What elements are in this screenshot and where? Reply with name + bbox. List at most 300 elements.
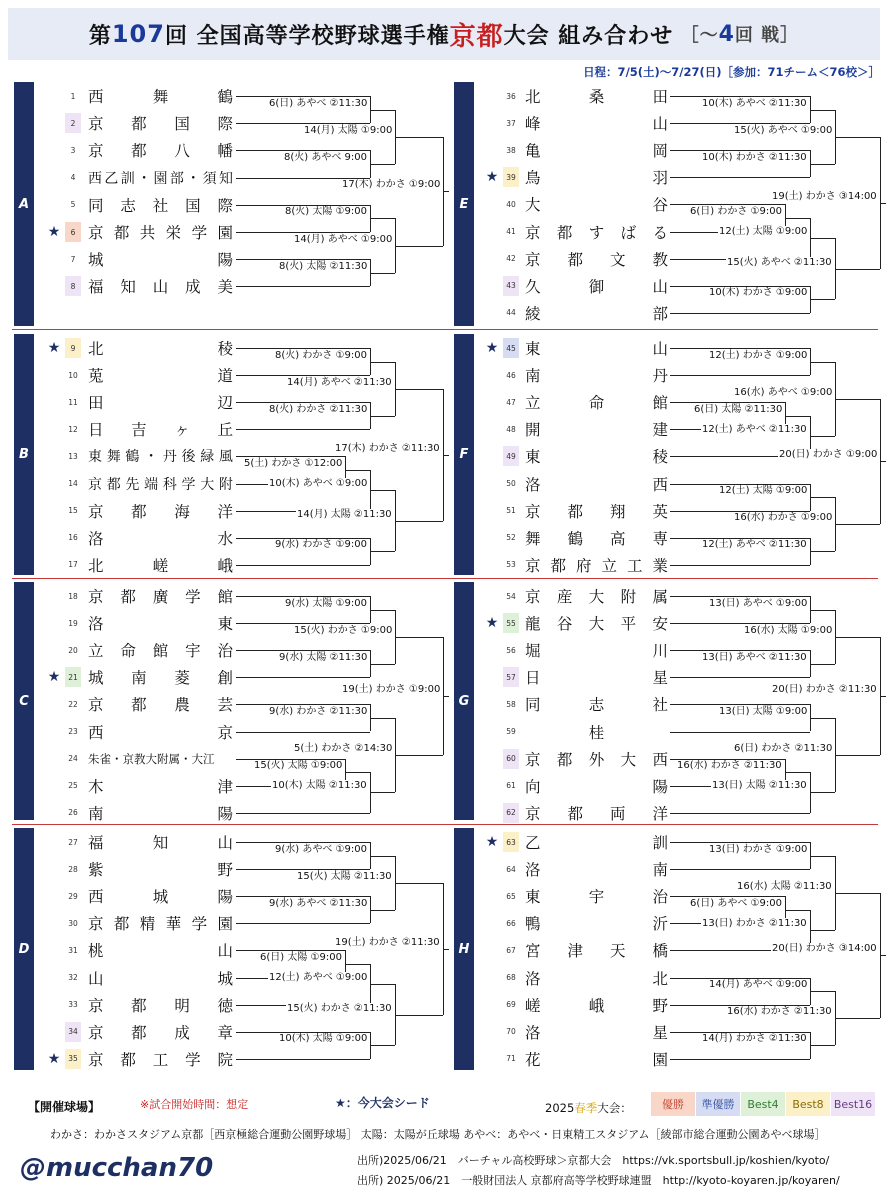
- team-name: [525, 585, 668, 607]
- team-number: 15: [68, 506, 78, 516]
- team-name-char: 学: [185, 1050, 201, 1069]
- team-name-char: 西: [88, 170, 102, 187]
- title-kyoto: 京都: [449, 21, 504, 52]
- team-name-char: 洛: [88, 529, 104, 548]
- bracket-line: [370, 910, 395, 911]
- bracket-line: [810, 610, 835, 611]
- bracket-line: [835, 524, 880, 525]
- team-number: 24: [68, 754, 78, 764]
- team-name-char: 都: [567, 250, 583, 269]
- team-name-char: 城: [88, 669, 104, 688]
- team-name-char: 峨: [588, 996, 605, 1015]
- match-label: 16(水) 太陽 ②11:30: [737, 880, 832, 892]
- team-name-char: 亀: [525, 142, 541, 161]
- match-label: 19(土) わかさ ②11:30: [335, 936, 440, 948]
- team-name-char: 知: [219, 170, 233, 187]
- team-number: 13: [68, 451, 78, 461]
- team-stub-line: [670, 978, 678, 979]
- bracket-line: [395, 389, 443, 390]
- team-name-char: 城: [217, 969, 233, 988]
- team-stub-line: [236, 538, 244, 539]
- team-stub-line: [670, 704, 678, 705]
- seed-note: ★：今大会シード: [335, 1096, 430, 1110]
- team-name: [88, 527, 233, 549]
- team-name-char: 桃: [88, 942, 104, 961]
- team-name-char: 京: [88, 588, 104, 606]
- team-stub-line: [236, 150, 244, 151]
- team-name-char: 大: [588, 588, 605, 606]
- team-stub-line: [236, 759, 244, 760]
- match-label: 15(火) 太陽 ①9:00: [254, 760, 343, 772]
- title-mid: 回 全国高等学校野球選手権: [164, 23, 450, 49]
- bracket-line: [395, 521, 443, 522]
- team-name-char: 学: [181, 476, 196, 493]
- team-name: [525, 166, 668, 188]
- team-name-char: 舞: [152, 88, 169, 106]
- team-name-char: 英: [652, 502, 668, 521]
- title-round: [673, 21, 799, 47]
- team-stub-line: [670, 623, 678, 624]
- team-name-char: 国: [174, 115, 190, 134]
- team-name-char: 社: [152, 196, 169, 215]
- team-name-char: 綾: [525, 304, 541, 323]
- team-name-char: 京: [525, 250, 541, 269]
- team-name-char: 稜: [652, 448, 668, 467]
- team-name-char: 園: [153, 170, 168, 187]
- team-name: [88, 473, 233, 495]
- match-label: 14(月) あやべ ①9:00: [294, 233, 393, 245]
- bracket-line: [678, 313, 810, 314]
- team-name-char: 知: [120, 278, 136, 297]
- team-name: [88, 85, 233, 107]
- team-name: [525, 139, 668, 161]
- match-label: 10(木) あやべ ②11:30: [702, 97, 807, 109]
- team-name-char: 龍: [525, 615, 541, 634]
- team-name-char: 部: [652, 304, 668, 323]
- team-stub-line: [236, 704, 244, 705]
- team-stub-line: [670, 375, 678, 376]
- match-label: 12(土) 太陽 ①9:00: [719, 485, 808, 497]
- team-name: [88, 885, 233, 907]
- team-name: [88, 167, 233, 189]
- team-name-char: 館: [217, 588, 233, 606]
- time-note: ※試合開始時間：想定: [140, 1098, 249, 1111]
- team-name-char: 野: [217, 861, 233, 880]
- match-label: 14(月) あやべ ①9:00: [709, 979, 808, 991]
- team-name-char: 福: [88, 834, 104, 852]
- team-stub-line: [236, 402, 244, 403]
- team-stub-line: [236, 429, 244, 430]
- seed-star-icon: ★: [485, 169, 499, 186]
- team-name-char: 都: [567, 502, 583, 521]
- legend-best16: Best16: [831, 1092, 875, 1116]
- team-stub-line: [670, 1059, 678, 1060]
- team-name-char: 鴨: [525, 915, 541, 934]
- schedule-text: 日程：7/5(土)～7/27(日)［参加：71チーム＜76校＞］: [583, 65, 880, 79]
- match-label: 16(水) わかさ ②11:30: [727, 1006, 832, 1018]
- team-number: 1: [70, 91, 76, 101]
- team-stub-line: [236, 923, 244, 924]
- team-name-char: 辺: [217, 394, 233, 413]
- team-name-char: 八: [174, 142, 190, 161]
- venues-heading: 【開催球場】: [28, 1100, 101, 1114]
- bracket-line: [810, 930, 835, 931]
- bracket-line: [370, 416, 395, 417]
- spring-season: 春季: [574, 1101, 598, 1115]
- bracket-line: [678, 813, 810, 814]
- team-name: [88, 221, 233, 243]
- team-name-char: 菱: [174, 669, 190, 688]
- team-stub-line: [236, 205, 244, 206]
- spring-suffix: 大会：: [597, 1101, 632, 1115]
- team-name: [525, 364, 668, 386]
- team-number: 30: [68, 918, 78, 928]
- team-number: 25: [68, 781, 78, 791]
- team-number: 46: [506, 370, 516, 380]
- block-letter-c: C: [14, 582, 34, 820]
- team-number: 14: [68, 479, 78, 488]
- match-label: 8(火) 太陽 ②11:30: [279, 260, 368, 272]
- team-name-char: 稜: [217, 340, 233, 358]
- team-name-char: 北: [88, 556, 104, 575]
- team-name-char: 京: [88, 1050, 104, 1069]
- team-number: 37: [506, 118, 516, 128]
- team-name-char: 桑: [588, 88, 605, 106]
- team-name-char: 北: [525, 88, 541, 106]
- team-name-char: 翔: [609, 502, 626, 521]
- team-name-char: 京: [88, 224, 104, 242]
- bracket-line: [810, 164, 835, 165]
- team-name-char: 同: [525, 696, 541, 715]
- team-name-char: 京: [88, 502, 104, 521]
- team-name-char: 京: [525, 556, 541, 575]
- team-name-char: 都: [120, 588, 136, 606]
- team-number: 8: [65, 276, 81, 296]
- team-name: [525, 1048, 668, 1070]
- team-name-char: 都: [131, 696, 147, 715]
- legend-champion: 優勝: [651, 1092, 695, 1116]
- team-name: [525, 939, 668, 961]
- team-name-char: 外: [588, 750, 605, 769]
- team-name-char: 都: [556, 223, 573, 242]
- match-label: 12(土) あやべ ①9:00: [269, 972, 368, 984]
- team-name-char: 産: [556, 588, 573, 606]
- match-label: 10(木) あやべ ①9:00: [269, 478, 368, 490]
- team-number: 16: [68, 533, 78, 543]
- seed-star-icon: ★: [485, 340, 499, 356]
- team-name: [88, 418, 233, 440]
- team-name: [525, 994, 668, 1016]
- team-name-char: 洋: [652, 804, 668, 823]
- team-name-char: 都: [106, 476, 121, 493]
- team-name-char: 京: [525, 804, 541, 823]
- team-stub-line: [670, 1005, 678, 1006]
- team-name-char: 紫: [88, 861, 104, 880]
- team-name: [525, 967, 668, 989]
- team-name-char: 工: [152, 1050, 169, 1069]
- team-number: 65: [506, 891, 516, 901]
- team-stub-line: [236, 869, 244, 870]
- team-stub-line: [236, 650, 244, 651]
- team-number: 51: [506, 506, 516, 516]
- team-name-char: 立: [525, 394, 541, 413]
- team-number: 66: [506, 918, 516, 928]
- team-name-char: 精: [139, 915, 156, 934]
- team-name-char: 幡: [217, 142, 233, 161]
- team-name-char: 天: [609, 942, 626, 961]
- match-label: 9(水) あやべ ①9:00: [275, 843, 367, 855]
- match-label: 15(火) わかさ ②11:30: [287, 1002, 392, 1014]
- team-name: [525, 500, 668, 522]
- team-name: [88, 585, 233, 607]
- team-number: 39: [503, 167, 519, 187]
- team-name-char: 洛: [525, 969, 541, 988]
- team-name-char: 陽: [217, 804, 233, 823]
- team-number: 26: [68, 808, 78, 818]
- team-name-char: 治: [217, 642, 233, 661]
- match-label: 14(月) 太陽 ②11:30: [297, 508, 392, 520]
- team-name-char: 都: [131, 996, 147, 1015]
- team-name: [88, 831, 233, 853]
- team-name-char: 洋: [217, 502, 233, 521]
- team-stub-line: [670, 786, 678, 787]
- team-stub-line: [670, 511, 678, 512]
- team-name-char: 水: [217, 529, 233, 548]
- team-name-char: 共: [139, 224, 156, 242]
- team-number: 32: [68, 973, 78, 982]
- team-stub-line: [236, 232, 244, 233]
- team-name: [88, 939, 233, 961]
- team-name-char: 社: [652, 696, 668, 715]
- team-name-char: ・: [186, 170, 201, 187]
- team-name-char: 大: [620, 750, 637, 769]
- match-label: 20(日) わかさ ③14:00: [772, 943, 877, 955]
- team-name-char: 南: [652, 861, 668, 880]
- bracket-line: [835, 269, 880, 270]
- bracket-line: [370, 362, 395, 363]
- team-stub-line: [670, 313, 678, 314]
- team-name-char: 山: [652, 115, 668, 134]
- team-name-char: 花: [525, 1050, 541, 1069]
- team-number: 43: [503, 276, 519, 296]
- bracket-line: [244, 429, 370, 430]
- team-name: [525, 418, 668, 440]
- team-number: 49: [503, 446, 519, 466]
- team-name-char: 業: [652, 556, 668, 575]
- team-name: [88, 858, 233, 880]
- team-stub-line: [670, 232, 678, 233]
- team-number: 28: [68, 864, 78, 874]
- bracket-line: [244, 1059, 370, 1060]
- team-number: 11: [68, 397, 78, 407]
- team-number: 42: [506, 254, 516, 264]
- team-name-char: 立: [601, 556, 617, 575]
- team-stub-line: [670, 923, 678, 924]
- team-stub-line: [670, 596, 678, 597]
- team-stub-line: [670, 565, 678, 566]
- team-stub-line: [236, 484, 244, 485]
- team-stub-line: [670, 429, 678, 430]
- team-name-char: 成: [174, 1023, 190, 1042]
- page-title: [8, 8, 880, 60]
- team-number: 47: [506, 397, 516, 407]
- team-number: 6: [65, 222, 81, 242]
- bracket-line: [835, 755, 880, 756]
- team-name-char: 都: [556, 750, 573, 769]
- team-stub-line: [236, 259, 244, 260]
- team-name-char: 京: [88, 915, 104, 934]
- team-name: [88, 775, 233, 797]
- team-name: [525, 693, 668, 715]
- team-name-char: 文: [609, 250, 626, 269]
- team-number: 38: [506, 145, 516, 155]
- team-name-char: 鶴: [567, 529, 583, 548]
- team-name: [525, 527, 668, 549]
- match-label: 20(日) わかさ ①9:00: [779, 449, 878, 461]
- team-name-char: 学: [191, 915, 208, 934]
- bracket-line: [395, 137, 443, 138]
- team-name-char: 京: [88, 142, 104, 161]
- team-name-char: ・: [144, 449, 159, 466]
- team-stub-line: [236, 96, 244, 97]
- team-name: [525, 193, 668, 215]
- title-round-open: ［～: [680, 25, 719, 46]
- bracket-line: [880, 955, 886, 956]
- bracket-line: [244, 565, 370, 566]
- team-name-char: 治: [652, 888, 668, 907]
- bracket-line: [370, 856, 395, 857]
- bracket-line: [785, 910, 810, 911]
- team-name-char: 岡: [652, 142, 668, 161]
- team-name-char: 端: [144, 476, 159, 493]
- team-stub-line: [236, 786, 244, 787]
- team-stub-line: [236, 677, 244, 678]
- team-name-char: 沂: [652, 915, 668, 934]
- team-name-char: 京: [88, 696, 104, 715]
- bracket-line: [370, 164, 395, 165]
- team-name: [525, 802, 668, 824]
- team-name-char: 東: [525, 448, 541, 467]
- match-label: 9(水) わかさ ②11:30: [269, 705, 368, 717]
- seed-star-icon: ★: [47, 669, 61, 686]
- team-number: 44: [506, 308, 516, 318]
- match-label: 16(水) わかさ ①9:00: [734, 512, 833, 524]
- team-stub-line: [670, 869, 678, 870]
- team-stub-line: [670, 348, 678, 349]
- team-name: [88, 612, 233, 634]
- team-number: 70: [506, 1027, 516, 1037]
- team-stub-line: [670, 1032, 678, 1033]
- team-number: 48: [506, 424, 516, 434]
- team-name-char: る: [652, 223, 668, 242]
- team-number: 63: [503, 832, 519, 852]
- team-name-char: 志: [588, 696, 605, 715]
- team-name-char: 立: [88, 642, 104, 661]
- team-name-char: 芸: [217, 696, 233, 715]
- match-label: 14(月) わかさ ②11:30: [702, 1033, 807, 1045]
- team-number: 64: [506, 864, 516, 874]
- team-name: [88, 445, 233, 467]
- team-stub-line: [236, 123, 244, 124]
- team-name-char: 東: [525, 888, 541, 907]
- bracket-line: [810, 1045, 835, 1046]
- team-number: 4: [70, 173, 76, 183]
- bracket-line: [395, 246, 443, 247]
- team-name-char: 成: [185, 278, 201, 297]
- team-name: [88, 802, 233, 824]
- team-name: [88, 994, 233, 1016]
- team-stub-line: [236, 565, 244, 566]
- bracket-line: [395, 1015, 443, 1016]
- team-number: 22: [68, 699, 78, 709]
- team-name-char: 開: [525, 421, 541, 440]
- bracket-line: [345, 964, 370, 965]
- team-name-char: 洛: [525, 475, 541, 494]
- team-name-char: 鳥: [525, 169, 541, 188]
- legend-best4: Best4: [741, 1092, 785, 1116]
- team-name: [88, 391, 233, 413]
- team-name-char: 後: [181, 449, 196, 466]
- team-number: 19: [68, 618, 78, 628]
- team-name-char: 星: [652, 1023, 668, 1042]
- bracket-line: [395, 755, 443, 756]
- team-name: [525, 1021, 668, 1043]
- team-name-char: 園: [217, 224, 233, 242]
- team-name-char: 川: [652, 642, 668, 661]
- team-name-char: 都: [550, 556, 566, 575]
- team-number: 17: [68, 560, 78, 570]
- team-name-char: 大: [525, 196, 541, 215]
- team-name: [525, 639, 668, 661]
- match-label: 6(日) あやべ ①9:00: [690, 897, 782, 909]
- match-label: 9(水) わかさ ①9:00: [275, 539, 367, 551]
- team-number: 54: [506, 591, 516, 601]
- match-label: 10(木) わかさ ②11:30: [702, 151, 807, 163]
- team-stub-line: [670, 150, 678, 151]
- block-letter-d: D: [14, 828, 34, 1070]
- bracket-line: [395, 637, 443, 638]
- team-name-char: 都: [567, 804, 583, 823]
- block-letter-f: F: [454, 334, 474, 575]
- team-name-char: 山: [652, 277, 668, 296]
- team-name-char: 鶴: [217, 88, 233, 106]
- team-name: [88, 666, 233, 688]
- team-name: [525, 666, 668, 688]
- team-stub-line: [670, 204, 678, 205]
- team-name-char: 久: [525, 277, 541, 296]
- spring-year: 2025: [545, 1101, 575, 1115]
- team-number: 52: [506, 533, 516, 543]
- team-name: [88, 721, 233, 743]
- team-name-char: 乙: [525, 834, 541, 852]
- bracket-line: [678, 375, 810, 376]
- team-name-char: 科: [162, 476, 177, 493]
- team-name-char: 先: [125, 476, 140, 493]
- bracket-line: [244, 923, 370, 924]
- team-stub-line: [670, 123, 678, 124]
- team-name-char: 津: [567, 942, 583, 961]
- team-name-char: 嵯: [152, 556, 169, 575]
- team-name-char: 洛: [525, 861, 541, 880]
- team-name: [525, 858, 668, 880]
- team-number: 67: [506, 945, 516, 955]
- team-stub-line: [670, 177, 678, 178]
- team-name-char: 南: [525, 367, 541, 386]
- team-name-char: ヶ: [174, 421, 190, 440]
- team-name-char: 都: [113, 224, 130, 242]
- team-name-char: 安: [652, 615, 668, 634]
- team-name-char: 福: [88, 278, 104, 297]
